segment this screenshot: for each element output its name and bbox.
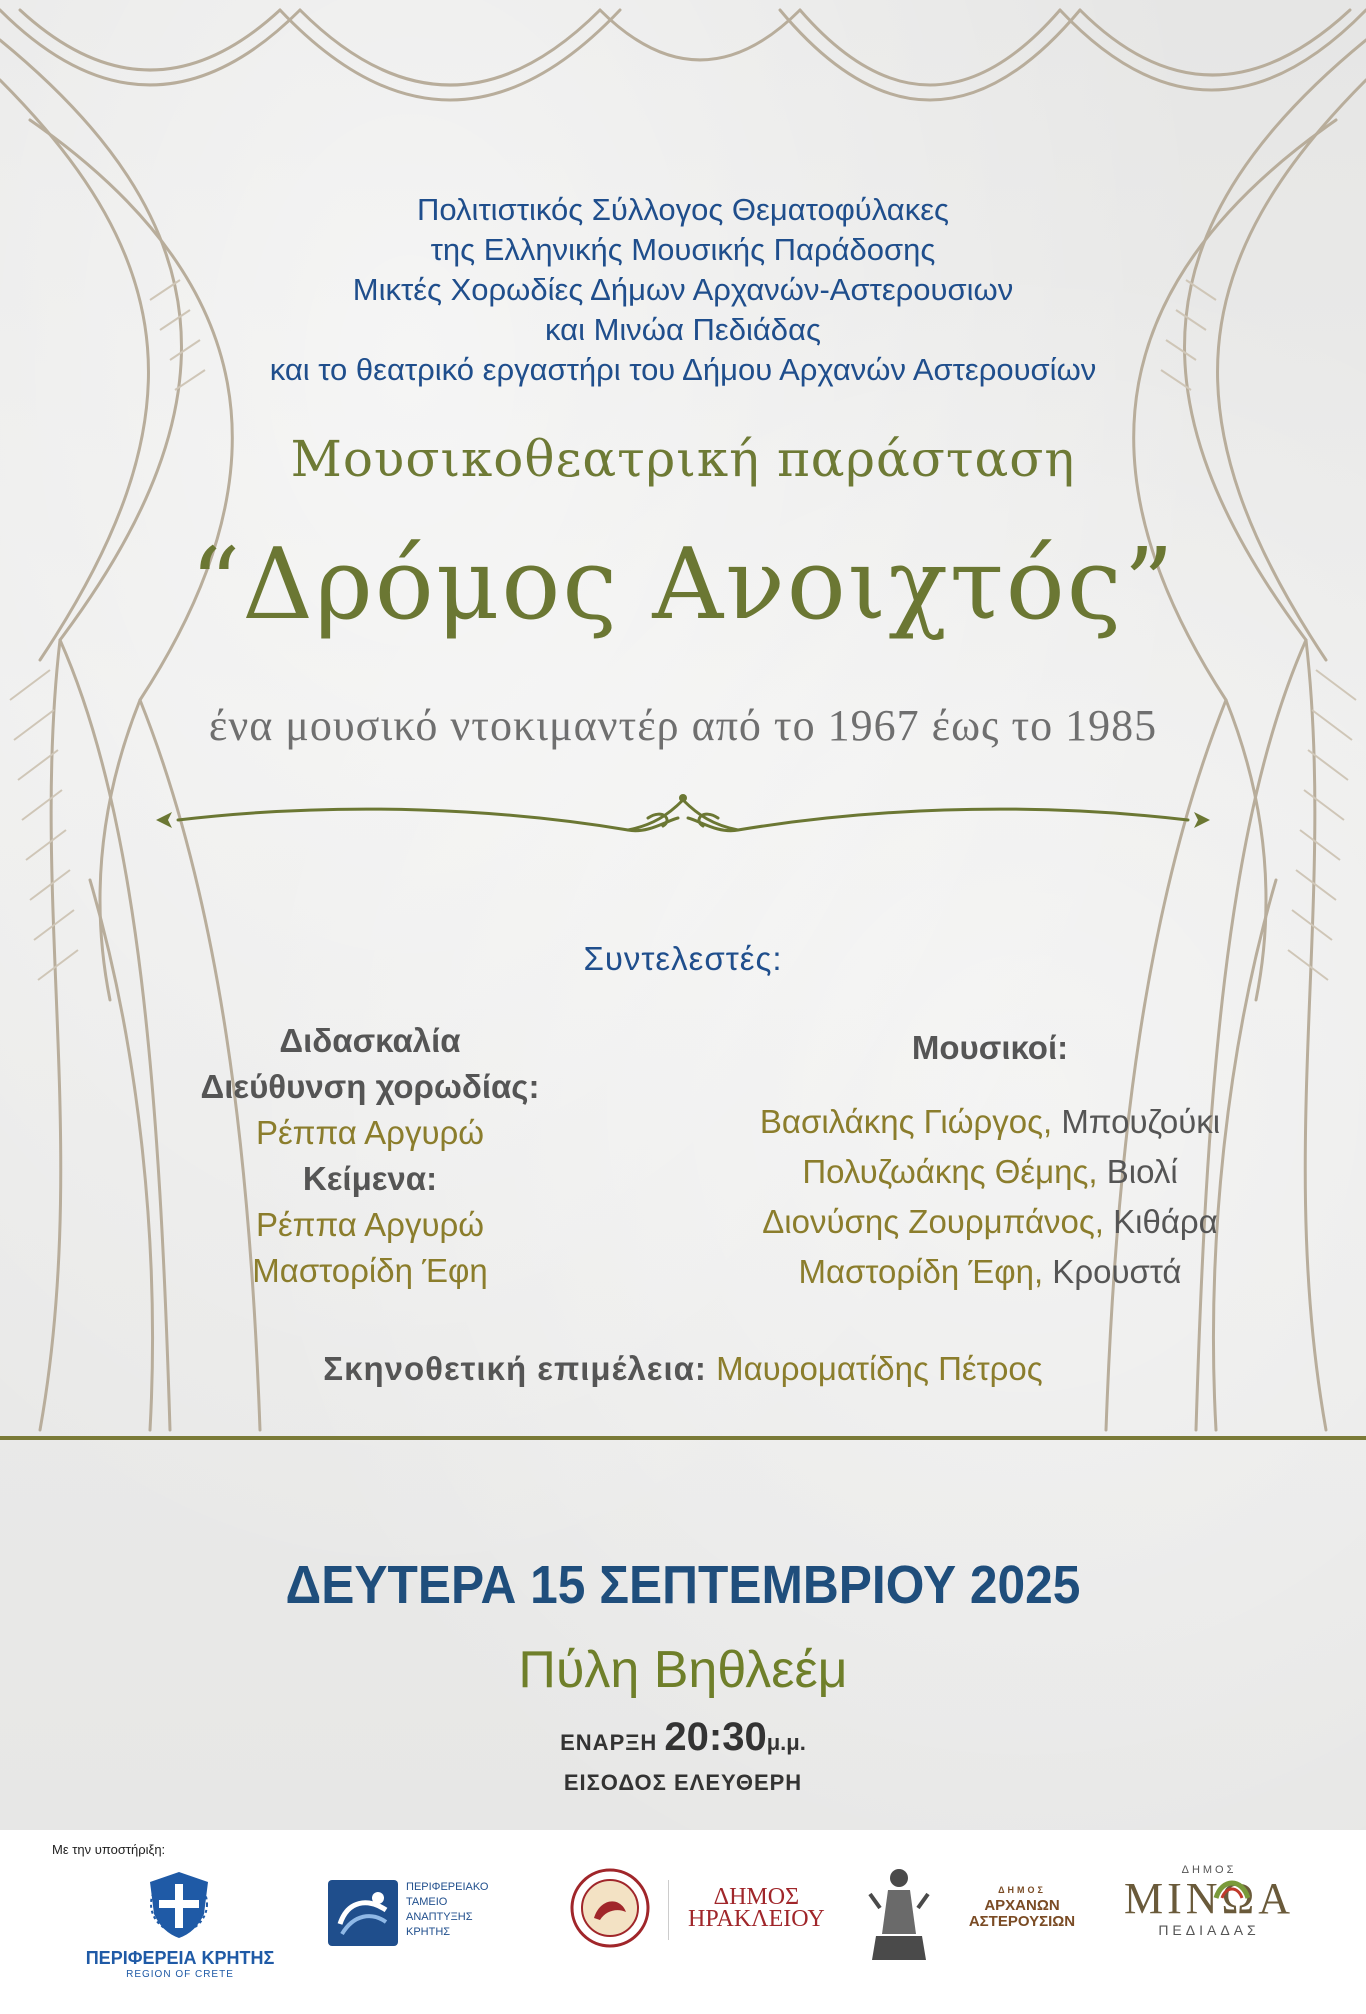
minoa-bottom: ΠΕΔΙΑΔΑΣ xyxy=(1158,1922,1260,1938)
show-title: “Δρόμος Ανοιχτός” xyxy=(190,528,1176,642)
archanes-line-1: ΔΗΜΟΣ xyxy=(998,1885,1046,1895)
heraklion-line-2: ΗΡΑΚΛΕΙΟΥ xyxy=(688,1906,825,1932)
fund-line: ΠΕΡΙΦΕΡΕΙΑΚΟ xyxy=(406,1881,489,1893)
event-venue: Πύλη Βηθλεέμ xyxy=(518,1641,848,1699)
musician-name: Μαστορίδη Έφη, xyxy=(798,1253,1044,1290)
ornament-divider xyxy=(148,790,1218,850)
crete-logo-text xyxy=(80,1948,280,1980)
organizer-line-4: και Μινώα Πεδιάδας xyxy=(545,312,821,347)
credits-right-column xyxy=(700,1025,1280,1297)
musician-line xyxy=(700,1097,1280,1147)
musician-line xyxy=(700,1247,1280,1297)
crete-name: ΠΕΡΙΦΕΡΕΙΑ ΚΡΗΤΗΣ xyxy=(85,1948,275,1968)
minoa-logo xyxy=(1104,1864,1314,1938)
person-texts-1: Ρέππα Αργυρώ xyxy=(255,1206,485,1243)
role-texts: Κείμενα: xyxy=(302,1160,438,1197)
start-time: 20:30 xyxy=(664,1715,767,1759)
archanes-line-2: ΑΡΧΑΝΩΝ xyxy=(984,1897,1060,1914)
development-fund-logo-icon xyxy=(328,1880,398,1946)
musician-name: Βασιλάκης Γιώργος, xyxy=(759,1103,1053,1140)
credits-left-column xyxy=(150,1018,590,1294)
heraklion-seal-icon xyxy=(570,1868,650,1948)
person-choir-director: Ρέππα Αργυρώ xyxy=(255,1114,485,1151)
musician-instrument: Κρουστά xyxy=(1043,1253,1182,1290)
organizer-line-2: της Ελληνικής Μουσικής Παράδοσης xyxy=(430,232,936,267)
musician-instrument: Κιθάρα xyxy=(1103,1203,1218,1240)
fund-line: ΑΝΑΠΤΥΞΗΣ xyxy=(406,1911,473,1923)
greek-coat-of-arms-icon xyxy=(146,1870,212,1940)
minoa-top: ΔΗΜΟΣ xyxy=(1181,1864,1237,1876)
fund-line: ΚΡΗΤΗΣ xyxy=(406,1926,451,1938)
role-teaching: Διδασκαλία xyxy=(279,1022,461,1059)
event-start xyxy=(0,1715,1366,1760)
musician-line xyxy=(700,1147,1280,1197)
musician-line xyxy=(700,1197,1280,1247)
credits-heading: Συντελεστές: xyxy=(583,940,783,977)
role-choir-direction: Διεύθυνση χορωδίας: xyxy=(200,1068,540,1105)
event-date: ΔΕΥΤΕΡΑ 15 ΣΕΠΤΕΜΒΡΙΟΥ 2025 xyxy=(285,1555,1081,1615)
director-name: Μαυροματίδης Πέτρος xyxy=(706,1350,1043,1387)
show-tagline: ένα μουσικό ντοκιμαντέρ από το 1967 έως το 1985 xyxy=(208,701,1158,750)
musician-instrument: Βιολί xyxy=(1097,1153,1178,1190)
support-label: Με την υποστήριξη: xyxy=(52,1842,166,1857)
minoa-name: ΜΙΝΩΑ xyxy=(1123,1874,1295,1923)
event-entry: ΕΙΣΟΔΟΣ ΕΛΕΥΘΕΡΗ xyxy=(563,1770,803,1795)
director-role: Σκηνοθετική επιμέλεια: xyxy=(323,1350,707,1387)
organizer-line-1: Πολιτιστικός Σύλλογος Θεματοφύλακες xyxy=(417,192,949,227)
musicians-heading: Μουσικοί: xyxy=(911,1029,1069,1066)
fund-logo-text xyxy=(406,1880,488,1940)
fund-line: ΤΑΜΕΙΟ xyxy=(406,1896,448,1908)
start-ampm: μ.μ. xyxy=(766,1730,806,1755)
heraklion-logo-text xyxy=(688,1886,825,1930)
musician-instrument: Μπουζούκι xyxy=(1052,1103,1221,1140)
logo-separator xyxy=(668,1880,669,1940)
archanes-logo-text xyxy=(952,1882,1092,1930)
start-label: ΕΝΑΡΞΗ xyxy=(560,1730,665,1755)
organizer-line-5: και το θεατρικό εργαστήρι του Δήμου Αρχανών Αστερουσίων xyxy=(269,352,1097,387)
archanes-statue-icon xyxy=(866,1864,932,1964)
sponsors-footer xyxy=(0,1830,1366,2014)
heraklion-line-1: ΔΗΜΟΣ xyxy=(713,1884,800,1910)
organizers-block xyxy=(0,190,1366,390)
director-line xyxy=(0,1350,1366,1388)
person-texts-2: Μαστορίδη Έφη xyxy=(252,1252,488,1289)
archanes-line-3: ΑΣΤΕΡΟΥΣΙΩΝ xyxy=(968,1913,1076,1930)
minoa-emblem-icon xyxy=(1212,1872,1252,1902)
show-type: Μουσικοθεατρική παράσταση xyxy=(290,430,1076,488)
crete-sub: REGION OF CRETE xyxy=(126,1969,234,1980)
section-divider xyxy=(0,1436,1366,1440)
organizer-line-3: Μικτές Χορωδίες Δήμων Αρχανών-Αστερουσιων xyxy=(352,272,1014,307)
musician-name: Πολυζωάκης Θέμης, xyxy=(802,1153,1098,1190)
musician-name: Διονύσης Ζουρμπάνος, xyxy=(762,1203,1104,1240)
